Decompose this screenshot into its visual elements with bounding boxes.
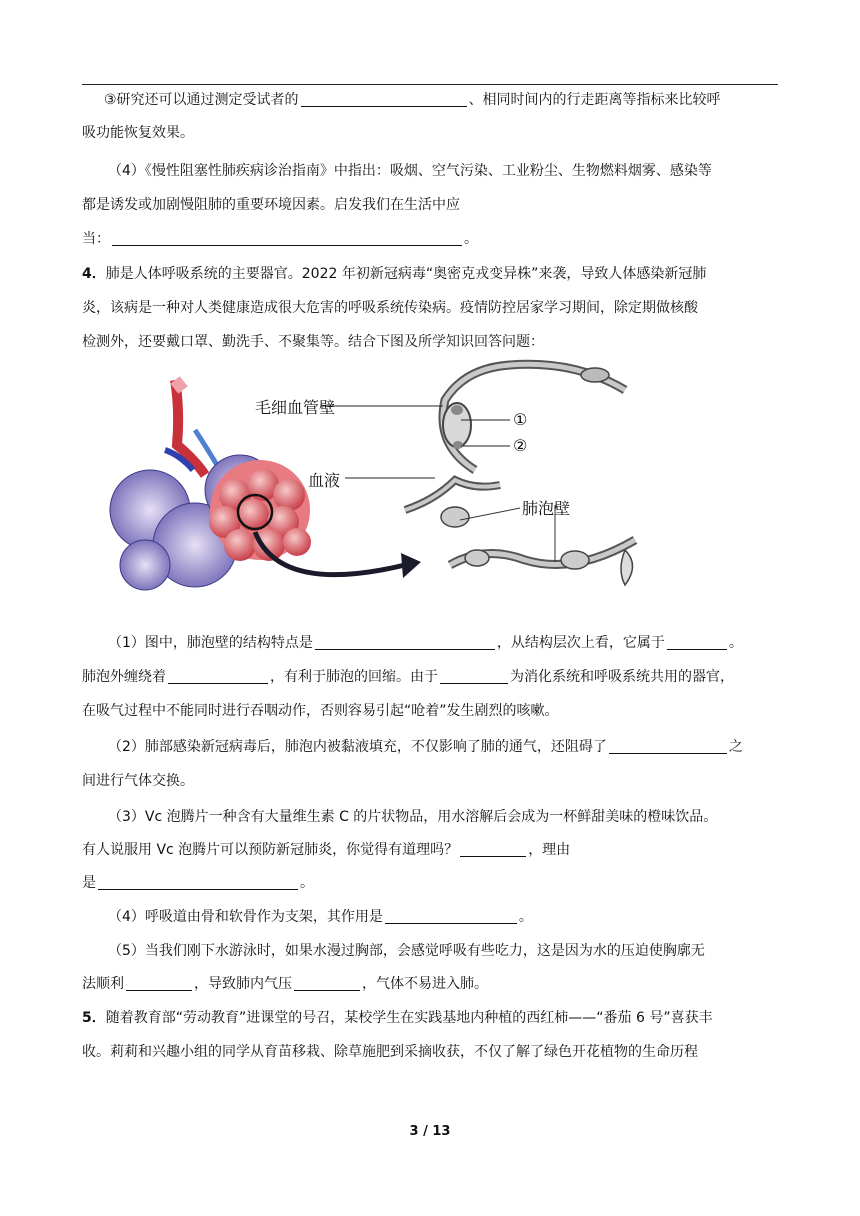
text-line: 都是诱发或加剧慢阻肺的重要环境因素。启发我们在生活中应 bbox=[82, 197, 460, 213]
text-line bbox=[82, 731, 808, 764]
alveolus-diagram bbox=[105, 350, 655, 600]
text: ，导致肺内气压 bbox=[194, 976, 292, 992]
text: ，有利于肺泡的回缩。由于 bbox=[270, 669, 438, 685]
text: 、相同时间内的行走距离等指标来比较呼 bbox=[468, 92, 721, 108]
text: （4）呼吸道由骨和软骨作为支架，其作用是 bbox=[108, 909, 383, 925]
page-number: 3 / 13 bbox=[409, 1124, 451, 1139]
text-line: 吸功能恢复效果。 bbox=[82, 125, 194, 141]
text: 肺泡外缠绕着 bbox=[82, 669, 166, 685]
text-line: 炎，该病是一种对人类健康造成很大危害的呼吸系统传染病。疫情防控居家学习期间，除定期做核酸 bbox=[82, 300, 698, 316]
answer-blank[interactable] bbox=[667, 633, 727, 650]
text: 为消化系统和呼吸系统共用的器官， bbox=[510, 669, 734, 685]
text-line: 间进行气体交换。 bbox=[82, 773, 194, 789]
alveolus-figure bbox=[105, 350, 655, 600]
answer-blank[interactable] bbox=[315, 633, 495, 650]
answer-blank[interactable] bbox=[168, 667, 268, 684]
answer-blank[interactable] bbox=[460, 840, 526, 857]
text: ，理由 bbox=[528, 842, 571, 858]
text: 之 bbox=[728, 739, 743, 755]
label-alveolar-wall: 肺泡壁 bbox=[522, 499, 571, 518]
label-1: ① bbox=[513, 410, 528, 429]
text-line bbox=[82, 901, 808, 934]
text-line: （3）Vc 泡腾片一种含有大量维生素 C 的片状物品，用水溶解后会成为一杯鲜甜美味的橙味饮品。 bbox=[108, 809, 718, 825]
text: 当： bbox=[82, 231, 110, 247]
text-line: （4）《慢性阻塞性肺疾病诊治指南》中指出：吸烟、空气污染、工业粉尘、生物燃料烟雾、感染等 bbox=[108, 163, 712, 179]
text: ，从结构层次上看，它属于 bbox=[496, 635, 665, 651]
text-line bbox=[82, 834, 782, 867]
label-capillary-wall: 毛细血管壁 bbox=[255, 398, 336, 417]
answer-blank[interactable] bbox=[294, 974, 360, 991]
text: ，气体不易进入肺。 bbox=[362, 976, 488, 992]
answer-blank[interactable] bbox=[126, 974, 192, 991]
answer-blank[interactable] bbox=[385, 907, 517, 924]
text: 。 bbox=[464, 231, 478, 247]
question-4-line bbox=[82, 258, 782, 291]
text-line bbox=[82, 867, 782, 900]
text: 。 bbox=[518, 909, 533, 925]
magnified-alveolar-wall bbox=[405, 364, 635, 585]
text: 。 bbox=[728, 635, 743, 651]
text-line: （5）当我们刚下水游泳时，如果水漫过胸部，会感觉呼吸有些吃力，这是因为水的压迫使胸廓无 bbox=[108, 943, 705, 959]
question-number: 4． bbox=[82, 266, 106, 282]
text-line: 检测外，还要戴口罩、勤洗手、不聚集等。结合下图及所学知识回答问题： bbox=[82, 334, 544, 350]
text: （1）图中，肺泡壁的结构特点是 bbox=[108, 635, 313, 651]
text-line bbox=[82, 627, 808, 660]
text-line bbox=[82, 84, 782, 117]
answer-blank[interactable] bbox=[301, 90, 467, 107]
answer-blank[interactable] bbox=[112, 229, 462, 246]
text-line bbox=[82, 968, 782, 1001]
text-line bbox=[82, 661, 782, 694]
text: 肺是人体呼吸系统的主要器官。2022 年初新冠病毒“奥密克戎变异株”来袭，导致人体感染新冠肺 bbox=[105, 266, 707, 282]
text: （2）肺部感染新冠病毒后，肺泡内被黏液填充，不仅影响了肺的通气，还阻碍了 bbox=[108, 739, 607, 755]
text: 。 bbox=[300, 875, 314, 891]
answer-blank[interactable] bbox=[98, 873, 298, 890]
text: 有人说服用 Vc 泡腾片可以预防新冠肺炎，你觉得有道理吗？ bbox=[82, 842, 459, 858]
text: ③研究还可以通过测定受试者的 bbox=[104, 92, 299, 108]
label-2: ② bbox=[513, 436, 528, 455]
text-line bbox=[82, 223, 782, 256]
question-5-line bbox=[82, 1002, 782, 1035]
text: 随着教育部“劳动教育”进课堂的号召，某校学生在实践基地内种植的西红柿——“番茄 6 号”喜获丰 bbox=[105, 1010, 713, 1026]
label-blood: 血液 bbox=[308, 471, 341, 490]
answer-blank[interactable] bbox=[440, 667, 508, 684]
text: 是 bbox=[82, 875, 96, 891]
answer-blank[interactable] bbox=[609, 737, 727, 754]
text-line: 收。莉莉和兴趣小组的同学从育苗移栽、除草施肥到采摘收获，不仅了解了绿色开花植物的生命历程 bbox=[82, 1044, 698, 1060]
question-number: 5． bbox=[82, 1010, 106, 1026]
text: 法顺利 bbox=[82, 976, 124, 992]
text-line: 在吸气过程中不能同时进行吞咽动作，否则容易引起“呛着”发生剧烈的咳嗽。 bbox=[82, 703, 559, 719]
